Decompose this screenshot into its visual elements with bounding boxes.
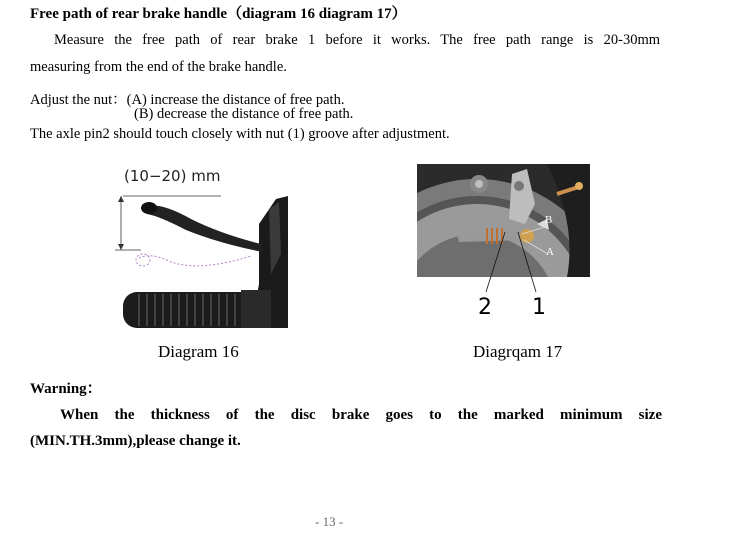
dimension-label: (10−20) mm: [124, 167, 221, 185]
callout-number-1: 1: [532, 295, 546, 320]
paragraph-line-2: measuring from the end of the brake handle.: [30, 59, 287, 75]
callout-label-b: B: [545, 214, 553, 226]
diagram-17-caption: Diagrqam 17: [473, 342, 563, 361]
diagram-17-callouts: [470, 210, 570, 300]
adjust-line-a: Adjust the nut：(A) increase the distance of free path.: [30, 92, 345, 108]
warning-heading: Warning：: [30, 381, 102, 397]
warning-line-2: (MIN.TH.3mm),please change it.: [30, 433, 241, 449]
warning-line-1: When the thickness of the disc brake goes to the marked minimum size: [60, 407, 662, 423]
diagram-16-caption: Diagram 16: [158, 342, 239, 361]
adjust-line-b: (B) decrease the distance of free path.: [134, 106, 354, 122]
paragraph-line-1: Measure the free path of rear brake 1 before it works. The free path range is 20-30mm: [54, 32, 660, 48]
diagram-16-image: [101, 164, 288, 328]
axle-note: The axle pin2 should touch closely with nut (1) groove after adjustment.: [30, 126, 450, 142]
page-number: - 13 -: [315, 514, 344, 529]
section-title: Free path of rear brake handle（diagram 16 diagram 17）: [30, 6, 407, 22]
callout-number-2: 2: [478, 295, 492, 320]
callout-label-a: A: [546, 246, 554, 258]
